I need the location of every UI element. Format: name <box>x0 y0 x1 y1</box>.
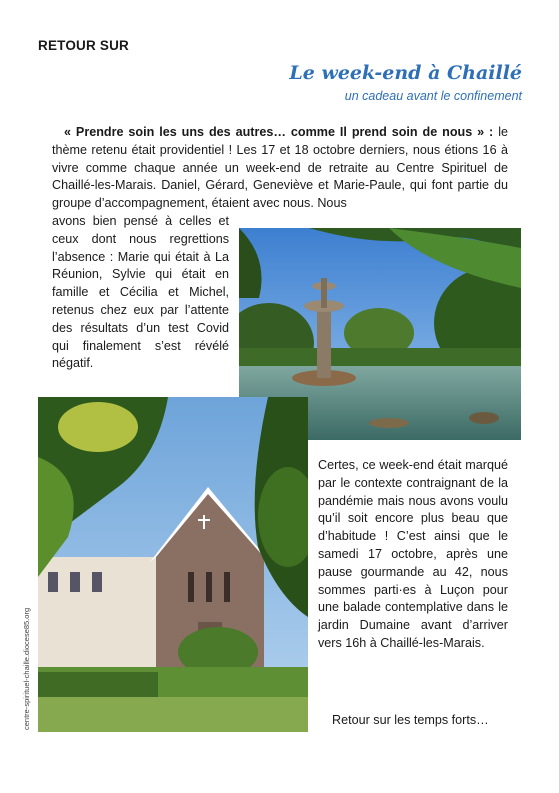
intro-paragraph <box>52 124 508 213</box>
section-kicker: RETOUR SUR <box>38 38 130 53</box>
lead-quote: « Prendre soin les uns des autres… comme Il prend soin de nous » : <box>64 125 494 139</box>
chapel-building-photo <box>38 397 308 732</box>
intro-text: le thème retenu était providentiel ! Les 17 et 18 octobre derniers, nous étions 16 à vivre comme chaque année un week-end de retraite au Centre Spirituel de Chaillé-les-Marais. Daniel, Gérard, Geneviève et Marie-Paule, qui font partie du groupe d’accompagnement, étaient avec nous. Nous <box>52 125 508 211</box>
photo-credit: centre-spirituel-chaille.diocese85.org <box>22 607 31 730</box>
article-subtitle: un cadeau avant le confinement <box>344 89 522 103</box>
absence-paragraph: avons bien pensé à celles et ceux dont nous regrettions l’absence : Marie qui était à La Réunion, Sylvie qui était en famille et Cécilia et Michel, retenus chez eux par l’attente des résultats d’un test Covid qui finalement s’est révélé négatif. <box>52 214 229 371</box>
weekend-paragraph: Certes, ce week-end était marqué par le contexte contraignant de la pandémie mais nous avons voulu qu’il soit encore plus beau que d’habitude ! C’est ainsi que le samedi 17 octobre, après une pause gourmande au 42, nous sommes parti·es à Luçon pour une balade contemplative dans le jardin Dumaine avant d’arriver vers 16h à Chaillé-les-Marais. <box>318 458 508 650</box>
article-title: Le week-end à Chaillé <box>289 62 522 84</box>
closing-line: Retour sur les temps forts… <box>332 713 489 727</box>
